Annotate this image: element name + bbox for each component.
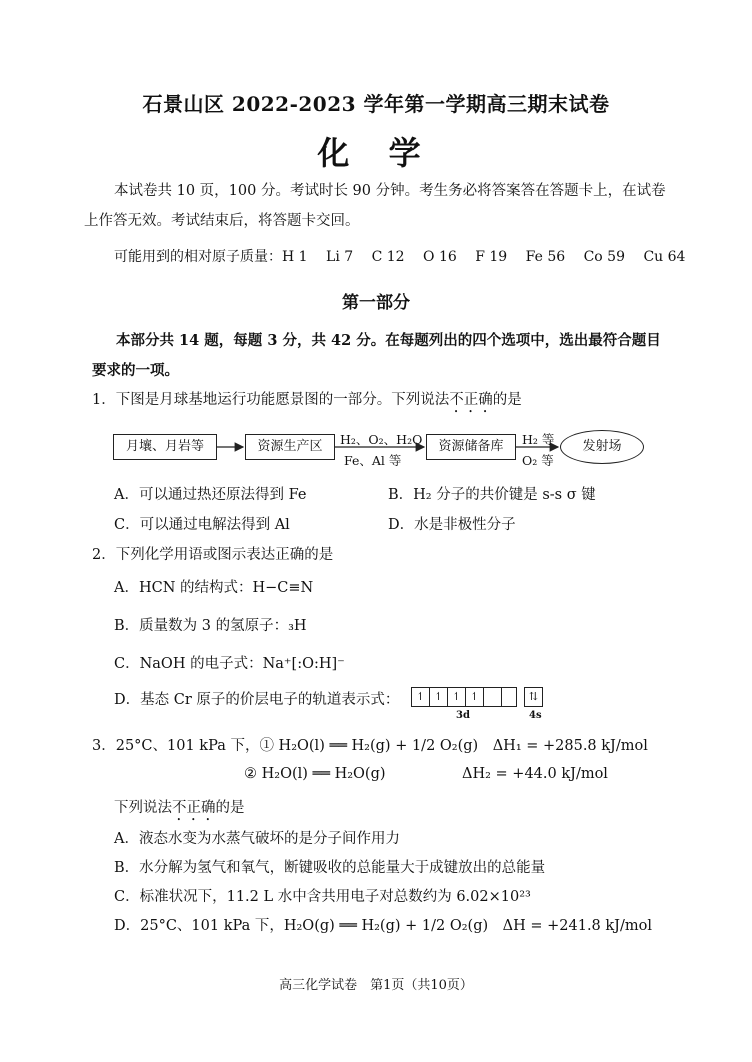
q3-option-a: A．液态水变为水蒸气破坏的是分子间作用力 bbox=[114, 831, 400, 847]
arrow2-top-label: H₂、O₂、H₂O bbox=[340, 432, 423, 447]
subject-title: 化 学 bbox=[317, 134, 435, 172]
q2-option-b: B．质量数为 3 的氢原子：₃H bbox=[114, 618, 307, 634]
q2-stem: 2．下列化学用语或图示表达正确的是 bbox=[92, 547, 334, 563]
arrow2-bottom-label: Fe、Al 等 bbox=[344, 453, 402, 468]
orbital-3d-5 bbox=[483, 687, 502, 707]
orbital-3d-3: ↿ bbox=[447, 687, 466, 707]
exam-title: 石景山区 2022-2023 学年第一学期高三期末试卷 bbox=[142, 92, 610, 116]
q2-option-a: A．HCN 的结构式：H−C≡N bbox=[114, 580, 314, 596]
q2-option-d: D．基态 Cr 原子的价层电子的轨道表示式： bbox=[114, 692, 400, 708]
q3-option-b: B．水分解为氢气和氧气，断键吸收的总能量大于成键放出的总能量 bbox=[114, 860, 546, 876]
flow-box-production: 资源生产区 bbox=[245, 434, 335, 460]
q3-stem: 3．25°C、101 kPa 下，① H₂O(l) ══ H₂(g) + 1/2 O₂(g) ΔH₁ = +285.8 kJ/mol bbox=[92, 738, 648, 754]
label-4s: 4s bbox=[529, 710, 542, 721]
part-description: 本部分共 14 题，每题 3 分，共 42 分。在每题列出的四个选项中，选出最符合题目要求的一项。 bbox=[92, 332, 661, 379]
q3-equation-2-dh: ΔH₂ = +44.0 kJ/mol bbox=[462, 766, 608, 782]
q3-option-c: C．标准状况下，11.2 L 水中含共用电子对总数约为 6.02×10²³ bbox=[114, 889, 531, 905]
q1-option-d: D．水是非极性分子 bbox=[388, 517, 516, 533]
flow-arrows bbox=[0, 0, 752, 500]
q1-option-a: A．可以通过热还原法得到 Fe bbox=[114, 487, 307, 503]
flow-box-moon-soil: 月壤、月岩等 bbox=[113, 434, 217, 460]
orbital-3d-2: ↿ bbox=[429, 687, 448, 707]
q1-option-c: C．可以通过电解法得到 Al bbox=[114, 517, 290, 533]
orbital-3d-1: ↿ bbox=[411, 687, 430, 707]
orbital-3d-4: ↿ bbox=[465, 687, 484, 707]
q3-option-d: D．25°C、101 kPa 下，H₂O(g) ══ H₂(g) + 1/2 O₂(g) ΔH = +241.8 kJ/mol bbox=[114, 918, 652, 934]
flow-ellipse-launch: 发射场 bbox=[560, 430, 644, 464]
q1-option-b: B．H₂ 分子的共价键是 s-s σ 键 bbox=[388, 487, 596, 503]
instructions-text: 本试卷共 10 页，100 分。考试时长 90 分钟。考生务必将答案答在答题卡上，在试卷上作答无效。考试结束后，将答题卡交回。 bbox=[84, 183, 666, 229]
page-footer: 高三化学试卷 第1页（共10页） bbox=[279, 978, 473, 993]
part-title: 第一部分 bbox=[342, 293, 410, 313]
flow-box-storage: 资源储备库 bbox=[426, 434, 516, 460]
q3-substem: 下列说法不正确的是 bbox=[114, 800, 245, 816]
arrow3-bottom-label: O₂ 等 bbox=[522, 453, 554, 468]
orbital-4s: ⇅ bbox=[524, 687, 543, 707]
q1-stem: 1．下图是月球基地运行功能愿景图的一部分。下列说法不正确的是 bbox=[92, 392, 522, 408]
label-3d: 3d bbox=[456, 710, 470, 721]
atomic-masses: 可能用到的相对原子质量：H 1 Li 7 C 12 O 16 F 19 Fe 56 Co 59 Cu 64 bbox=[114, 249, 686, 265]
arrow3-top-label: H₂ 等 bbox=[522, 432, 555, 447]
q2-option-c: C．NaOH 的电子式：Na⁺[:O:H]⁻ bbox=[114, 656, 345, 672]
orbital-3d-6 bbox=[501, 687, 517, 707]
q3-equation-2: ② H₂O(l) ══ H₂O(g) bbox=[244, 766, 386, 782]
